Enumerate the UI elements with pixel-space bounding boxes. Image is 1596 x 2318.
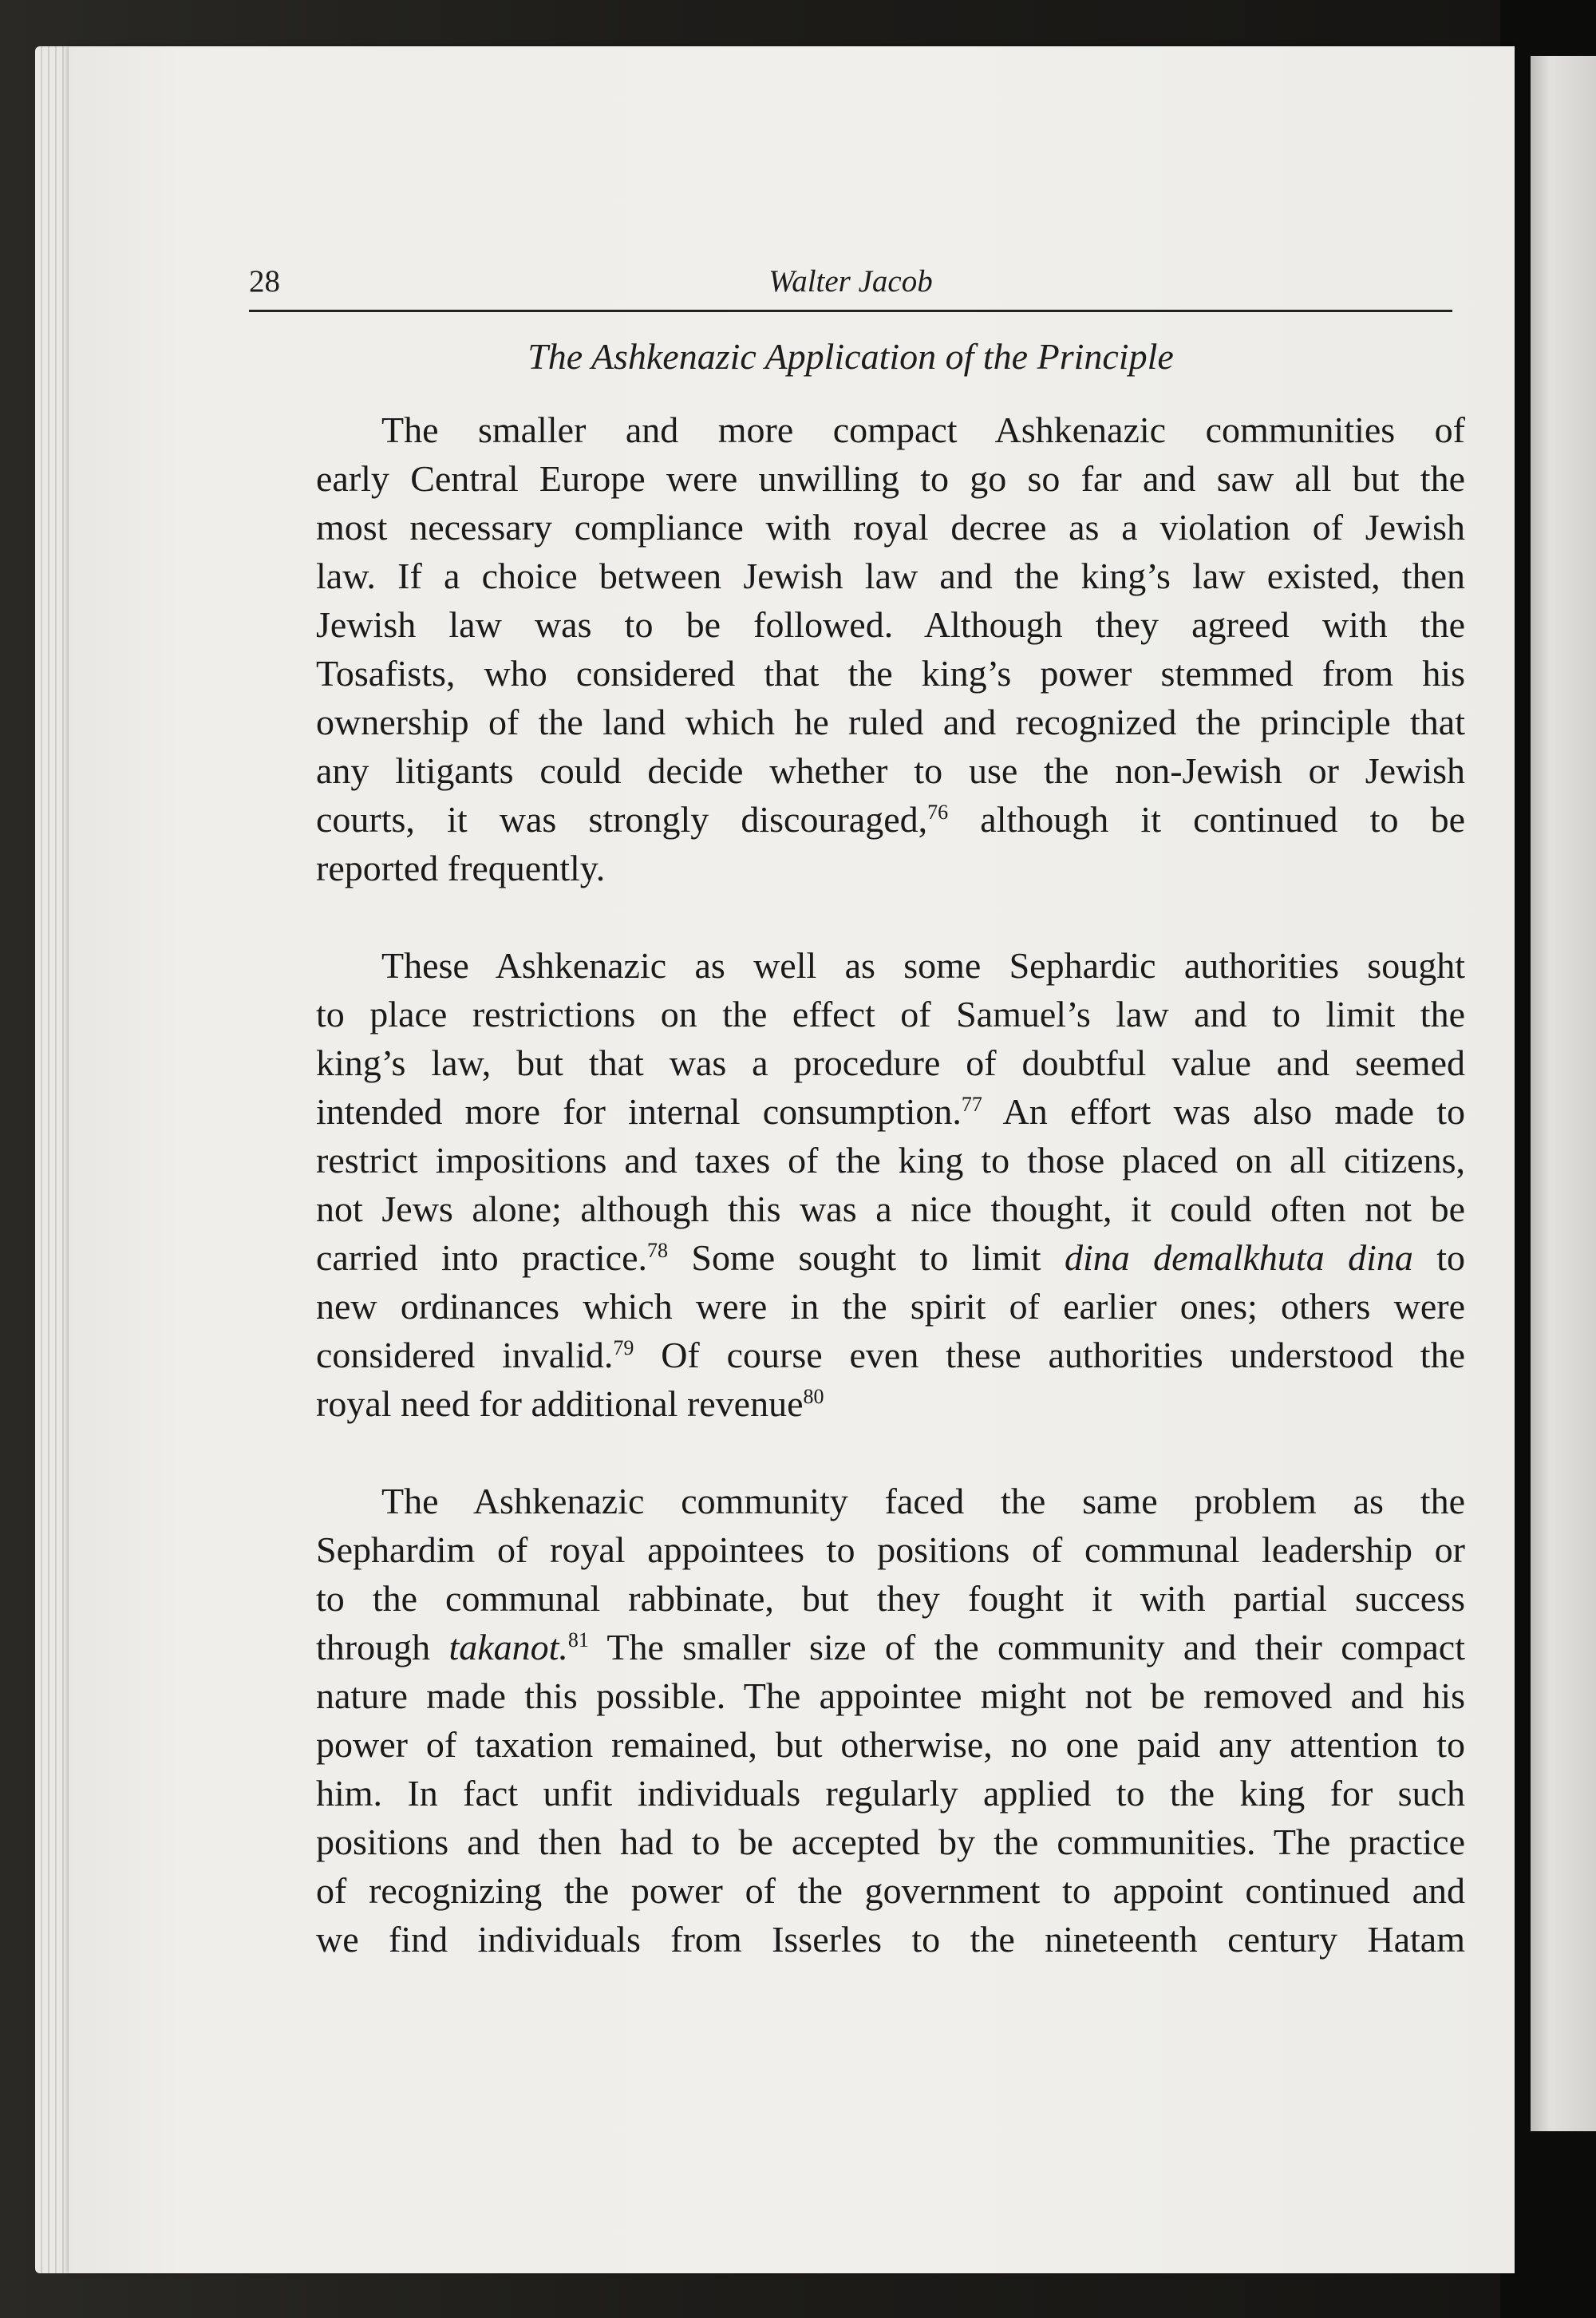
text-line: new ordinances which were in the spirit of earlier ones; others were — [316, 1286, 1465, 1327]
paragraph-2 — [316, 941, 1465, 1428]
text-line: not Jews alone; although this was a nice thought, it could often not be — [316, 1189, 1465, 1229]
text-line: These Ashkenazic as well as some Sephardic authorities sought — [381, 945, 1465, 986]
paragraph-1 — [316, 405, 1465, 892]
footnote-ref-78: 78 — [647, 1239, 668, 1262]
footnote-ref-76: 76 — [927, 801, 949, 824]
footnote-ref-77: 77 — [961, 1093, 982, 1116]
text-line: reported frequently. — [316, 848, 606, 888]
facing-page-edge — [1531, 56, 1596, 2131]
running-head: Walter Jacob — [768, 264, 933, 299]
text-line: law. If a choice between Jewish law and the king’s law existed, then — [316, 556, 1465, 596]
text-line: positions and then had to be accepted by the communities. The practice — [316, 1822, 1465, 1862]
text-line: early Central Europe were unwilling to go so far and saw all but the — [316, 458, 1465, 499]
text-line: through takanot.$^{81}$ The smaller size of the community and their compact — [316, 1627, 1466, 1667]
text-line: nature made this possible. The appointee might not be removed and his — [316, 1675, 1465, 1716]
text-line: carried into practice.$^{78}$ Some sought to limit dina demalkhuta dina to — [316, 1237, 1465, 1278]
text-line: to place restrictions on the effect of Samuel’s law and to limit the — [316, 994, 1465, 1034]
text-line: The smaller and more compact Ashkenazic communities of — [381, 409, 1465, 450]
footnote-ref-80: 80 — [803, 1385, 824, 1408]
footnote-ref-81: 81 — [567, 1628, 589, 1651]
text-line: royal need for additional revenue$^{80}$ — [316, 1383, 824, 1424]
paragraph-3 — [316, 1477, 1465, 1964]
body-text — [316, 405, 1465, 2012]
text-line: intended more for internal consumption.$^{77}$ An effort was also made to — [316, 1091, 1465, 1132]
text-line: any litigants could decide whether to use the non-Jewish or Jewish — [316, 750, 1465, 791]
text-line: The Ashkenazic community faced the same problem as the — [381, 1481, 1465, 1521]
text-line: considered invalid.$^{79}$ Of course even these authorities understood the — [316, 1335, 1465, 1375]
page-header — [249, 260, 1452, 312]
text-line: restrict impositions and taxes of the king to those placed on all citizens, — [316, 1140, 1465, 1181]
text-line: power of taxation remained, but otherwise, no one paid any attention to — [316, 1724, 1465, 1765]
text-line: to the communal rabbinate, but they fought it with partial success — [316, 1578, 1465, 1619]
page-number: 28 — [249, 264, 280, 299]
text-line: Tosafists, who considered that the king’s power stemmed from his — [316, 653, 1465, 694]
text-line: of recognizing the power of the government to appoint continued and — [316, 1870, 1465, 1911]
text-line: Sephardim of royal appointees to positions of communal leadership or — [316, 1529, 1465, 1570]
text-line: him. In fact unfit individuals regularly applied to the king for such — [316, 1773, 1465, 1814]
text-line: king’s law, but that was a procedure of doubtful value and seemed — [316, 1042, 1465, 1083]
text-line: Jewish law was to be followed. Although they agreed with the — [316, 604, 1465, 645]
text-line: we find individuals from Isserles to the nineteenth century Hatam — [316, 1919, 1465, 1960]
text-line: most necessary compliance with royal decree as a violation of Jewish — [316, 507, 1465, 548]
footnote-ref-79: 79 — [613, 1336, 634, 1359]
section-title: The Ashkenazic Application of the Principle — [527, 336, 1174, 377]
text-line: ownership of the land which he ruled and recognized the principle that — [316, 702, 1465, 742]
text-line: courts, it was strongly discouraged,$^{76}$ although it continued to be — [316, 799, 1466, 840]
